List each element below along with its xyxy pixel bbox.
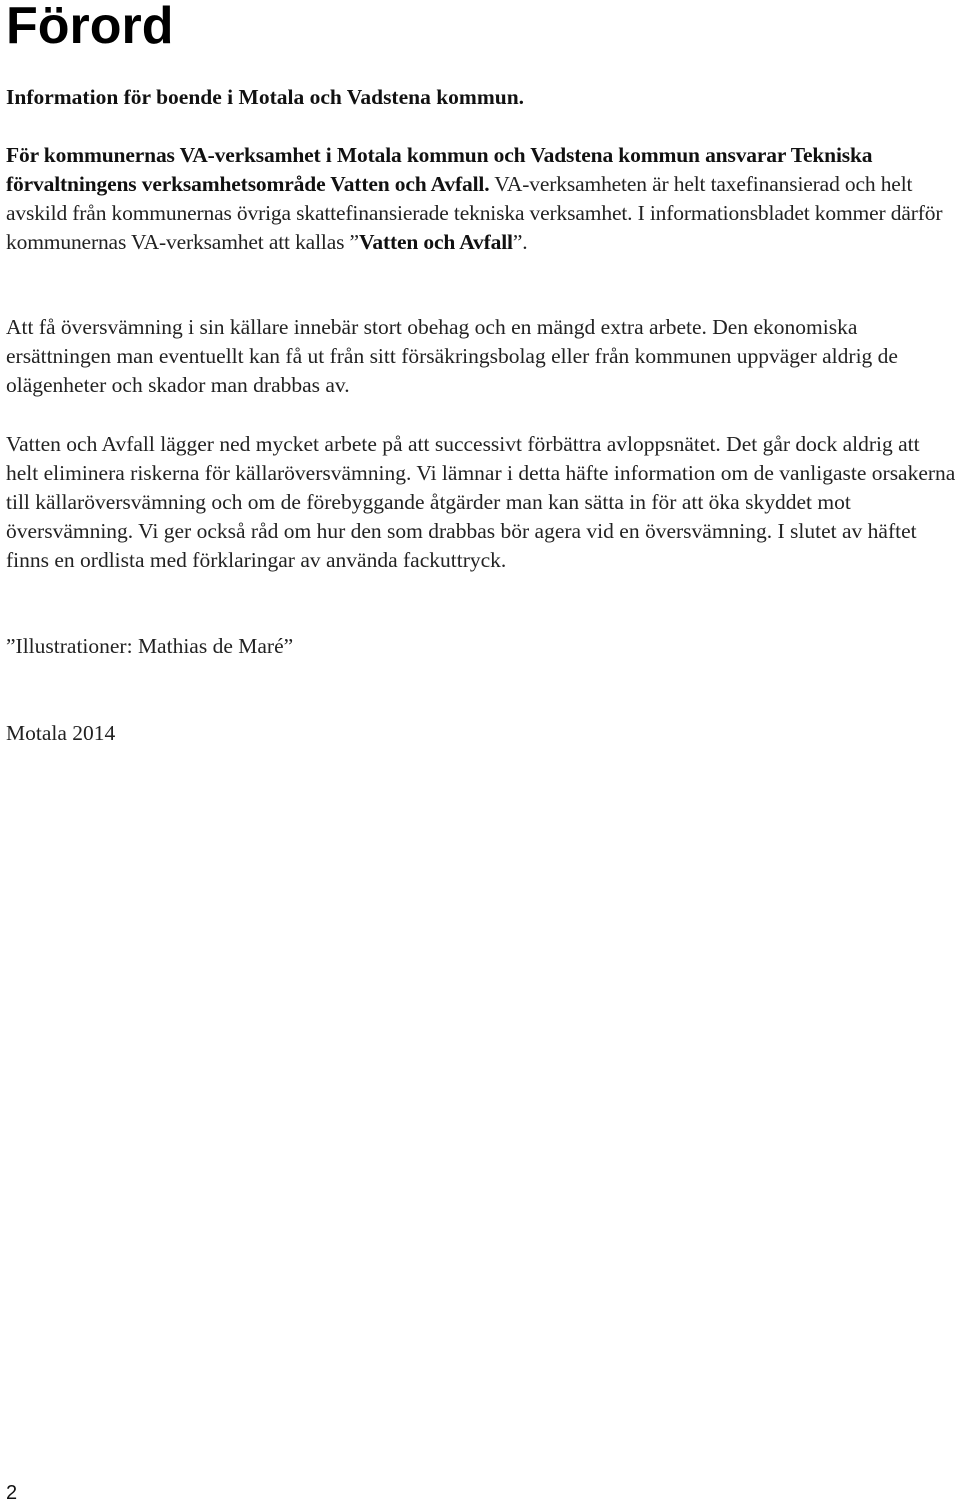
- page-heading: Förord: [6, 0, 174, 55]
- paragraph-organization-text: VA-verksamheten är helt taxefinansierad och helt avskild från kommunernas övriga skattefinansierade tekniska verksamhet. I informationsbladet kommer därför kommunernas VA-verksamhet att kallas ”: [6, 172, 943, 254]
- paragraph-organization-term: Vatten och Avfall: [358, 230, 513, 254]
- paragraph-flooding: Att få översvämning i sin källare innebär stort obehag och en mängd extra arbete. Den ekonomiska ersättningen man eventuellt kan få ut från sitt försäkringsbolag eller från kommunen uppväger aldrig de olägenheter och skador man drabbas av.: [6, 315, 898, 397]
- place-and-year: Motala 2014: [6, 721, 116, 745]
- paragraph-organization: [6, 141, 956, 257]
- illustration-credit: ”Illustrationer: Mathias de Maré”: [6, 634, 294, 658]
- page-number: 2: [6, 1482, 18, 1504]
- paragraph-organization-lead: För kommunernas VA-verksamhet i Motala kommun och Vadstena kommun ansvarar Tekniska förvaltningens verksamhetsområde Vatten och Avfall.: [6, 143, 873, 196]
- paragraph-prevention: Vatten och Avfall lägger ned mycket arbete på att successivt förbättra avloppsnätet. Det går dock aldrig att helt eliminera riskerna för källaröversvämning. Vi lämnar i detta häfte information om de vanligaste orsakerna till källaröversvämning och om de förebyggande åtgärder man kan sätta in för att öka skyddet mot översvämning. Vi ger också råd om hur den som drabbas bör agera vid en översvämning. I slutet av häftet finns en ordlista med förklaringar av använda fackuttryck.: [6, 432, 956, 572]
- paragraph-organization-end: ”.: [512, 230, 528, 254]
- intro-line: Information för boende i Motala och Vadstena kommun.: [6, 85, 525, 109]
